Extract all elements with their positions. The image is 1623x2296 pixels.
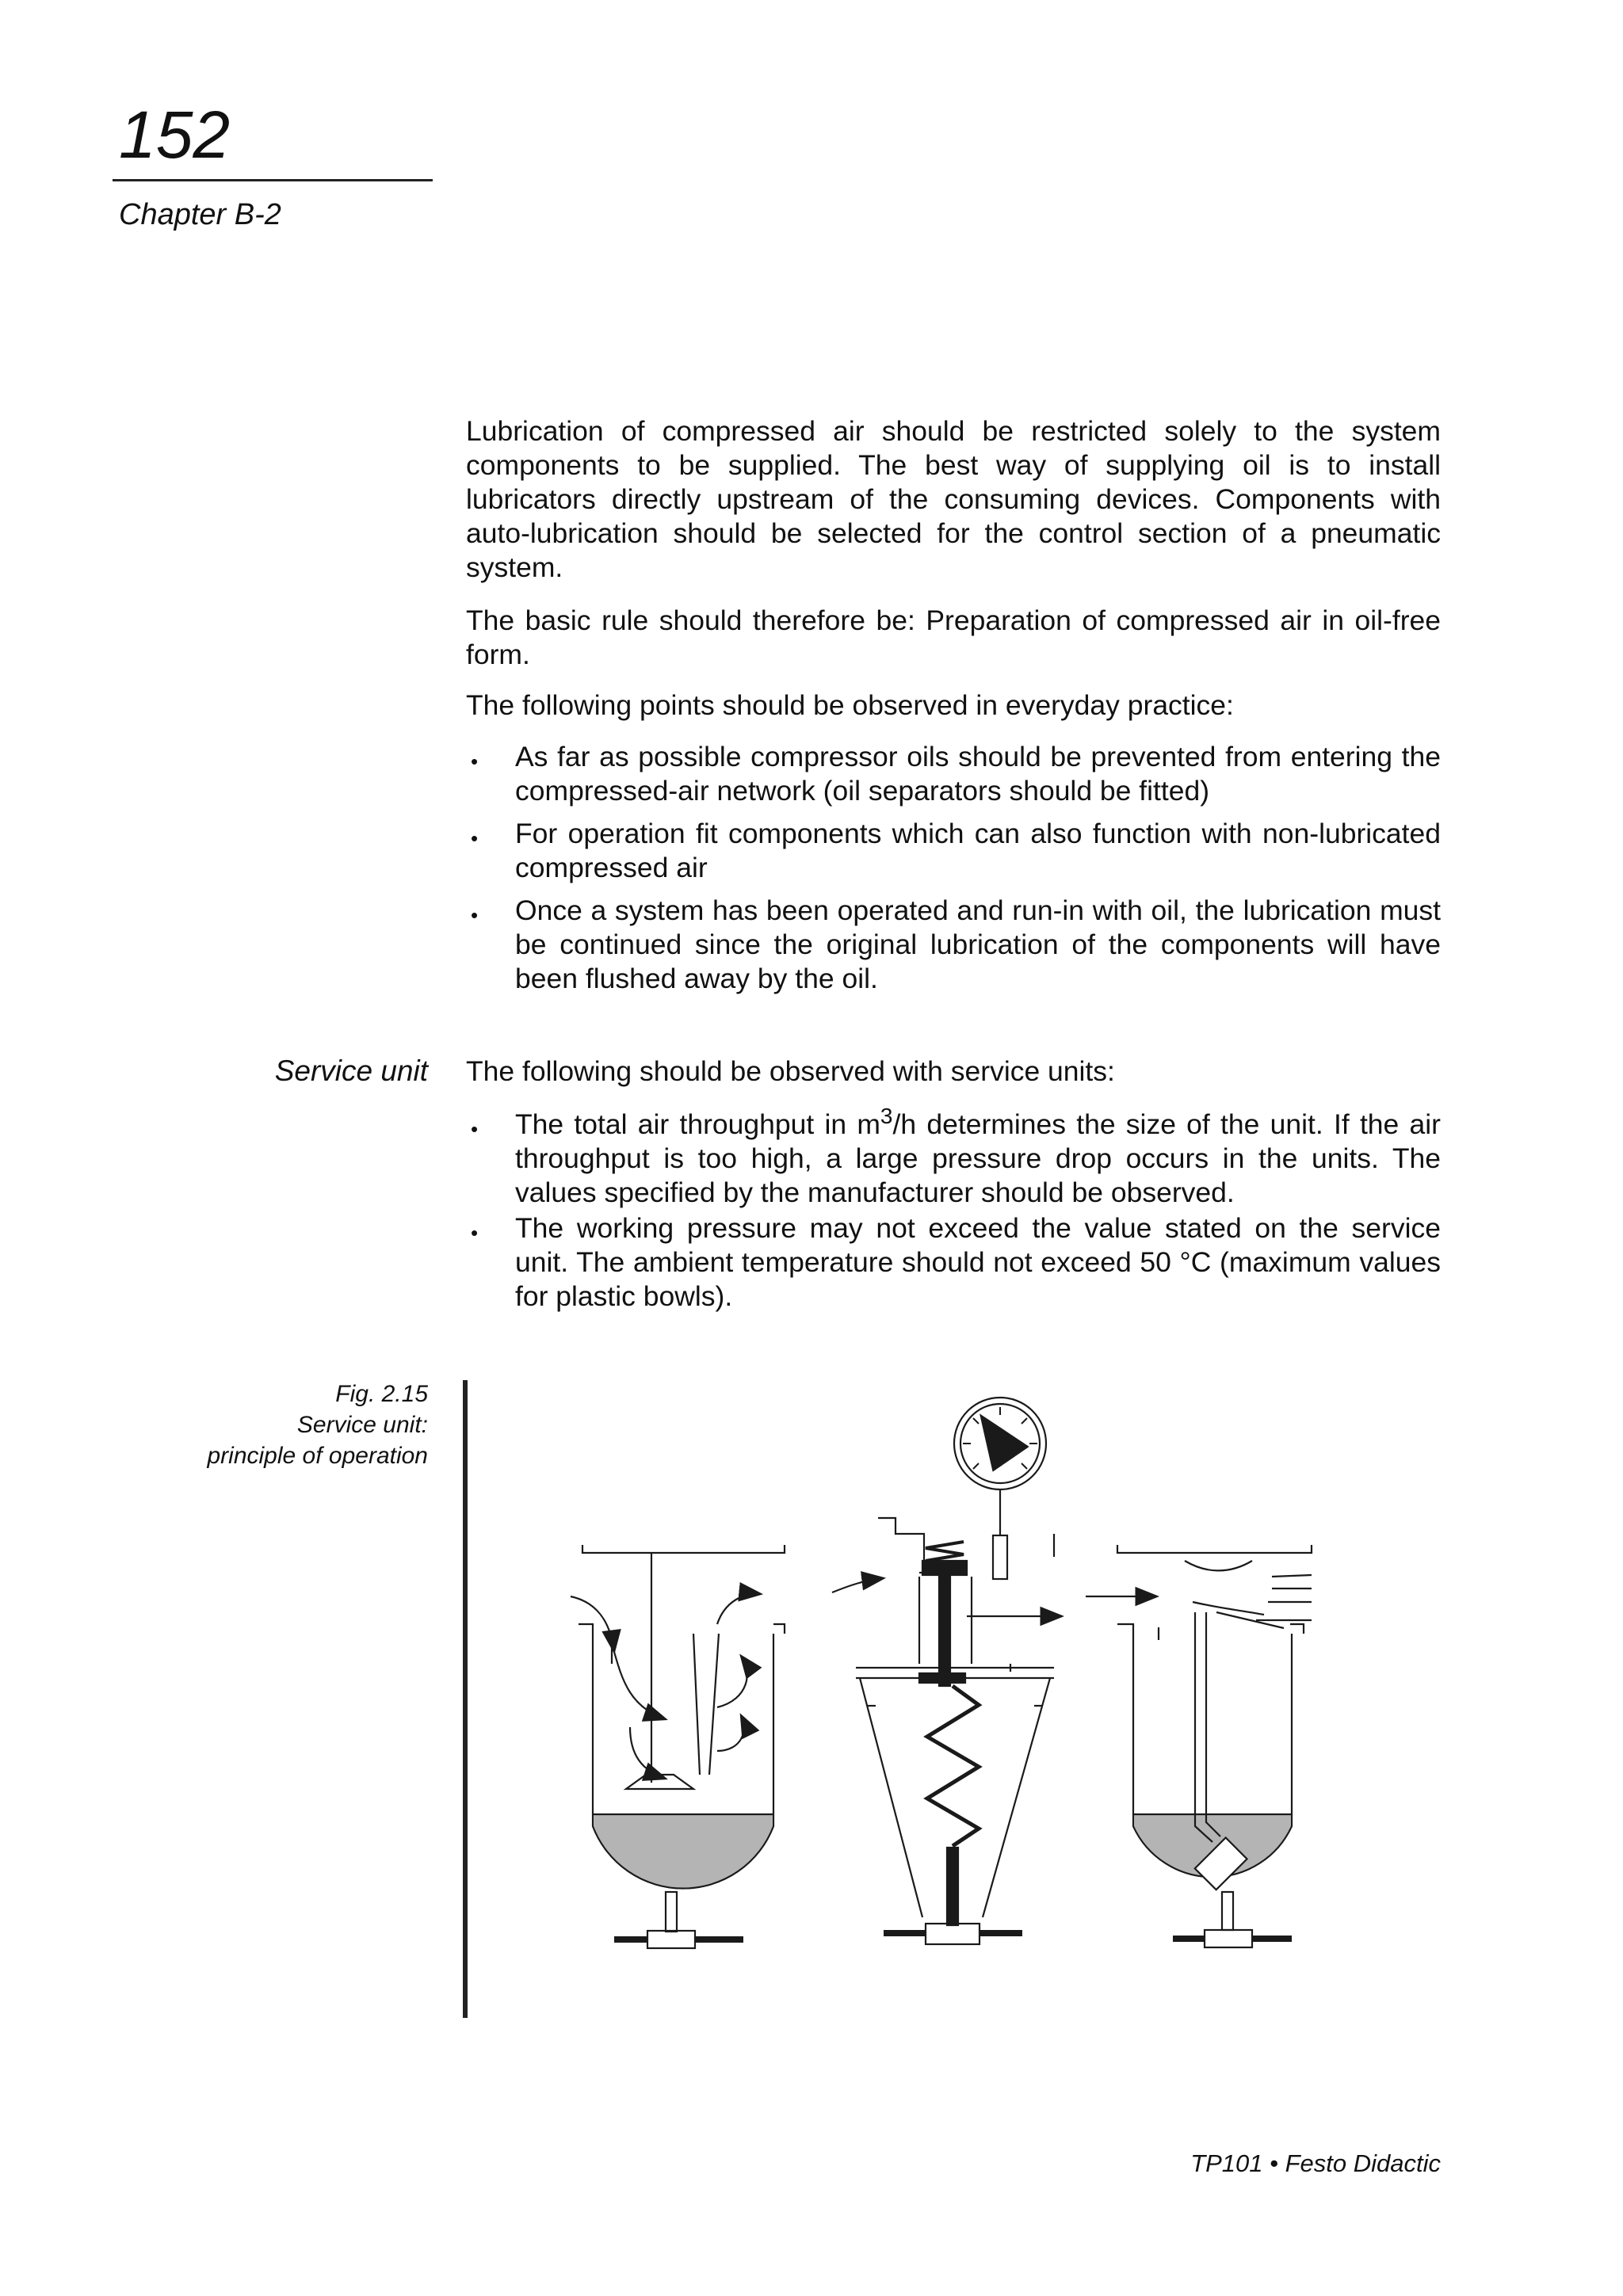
service-unit-intro: The following should be observed with service units:	[466, 1055, 1115, 1087]
paragraph-text: Lubrication of compressed air should be restricted solely to the system components to be supplied. The best way of supplying oil is to install lubricators directly upstream of the consuming devices. Components with auto-lubrication should be selected for the control section of a pneumatic system.	[466, 415, 1441, 583]
bullet-dot: •	[471, 826, 479, 850]
footer-text: TP101 • Festo Didactic	[1190, 2149, 1441, 2177]
practice-point-2: For operation fit components which can also function with non-lubricated compressed air	[515, 818, 1441, 883]
paragraph-lubrication	[466, 414, 1441, 585]
page-number: 152	[119, 97, 231, 172]
figure-caption-line1: Service unit:	[296, 1412, 428, 1438]
service-point-2: The working pressure may not exceed the value stated on the service unit. The ambient temperature should not exceed 50 °C (maximum values for plastic bowls).	[515, 1212, 1441, 1312]
bullet-dot: •	[471, 1117, 479, 1141]
margin-label-service-unit: Service unit	[274, 1055, 428, 1087]
pressure-regulator	[832, 1398, 1062, 1944]
figure-caption-line2: principle of operation	[207, 1443, 428, 1469]
bullet-dot: •	[471, 1221, 479, 1245]
lubricator-unit	[1086, 1545, 1312, 1947]
header-rule	[113, 179, 433, 181]
service-point-1	[515, 1104, 1441, 1210]
paragraph-basic-rule	[466, 604, 1441, 672]
service-point-1-start: The total air throughput in m	[515, 1108, 880, 1140]
filter-unit	[571, 1545, 785, 1948]
paragraph-practice-intro	[466, 688, 1441, 723]
practice-point-3: Once a system has been operated and run-in with oil, the lubrication must be continued since the original lubrication of the components will have been flushed away by the oil.	[515, 894, 1441, 994]
figure-number: Fig. 2.15	[335, 1381, 428, 1407]
figure-caption	[207, 1379, 428, 1471]
chapter-title: Chapter B-2	[119, 198, 281, 231]
practice-point-1: As far as possible compressor oils should be prevented from entering the compressed-air network (oil separators should be fitted)	[515, 741, 1441, 807]
bullet-dot: •	[471, 749, 479, 773]
superscript-three: 3	[880, 1104, 893, 1129]
paragraph-text: The basic rule should therefore be: Preparation of compressed air in oil-free form.	[466, 605, 1441, 670]
paragraph-text: The following points should be observed in everyday practice:	[466, 689, 1234, 721]
figure-margin-bar	[463, 1380, 468, 2018]
service-unit-diagram	[547, 1394, 1387, 2004]
bullet-dot: •	[471, 903, 479, 927]
service-point-1-end: /h determines the size of the unit. If the air throughput is too high, a large pressure drop occurs in the units. The values specified by the manufacturer should be observed.	[515, 1108, 1441, 1208]
